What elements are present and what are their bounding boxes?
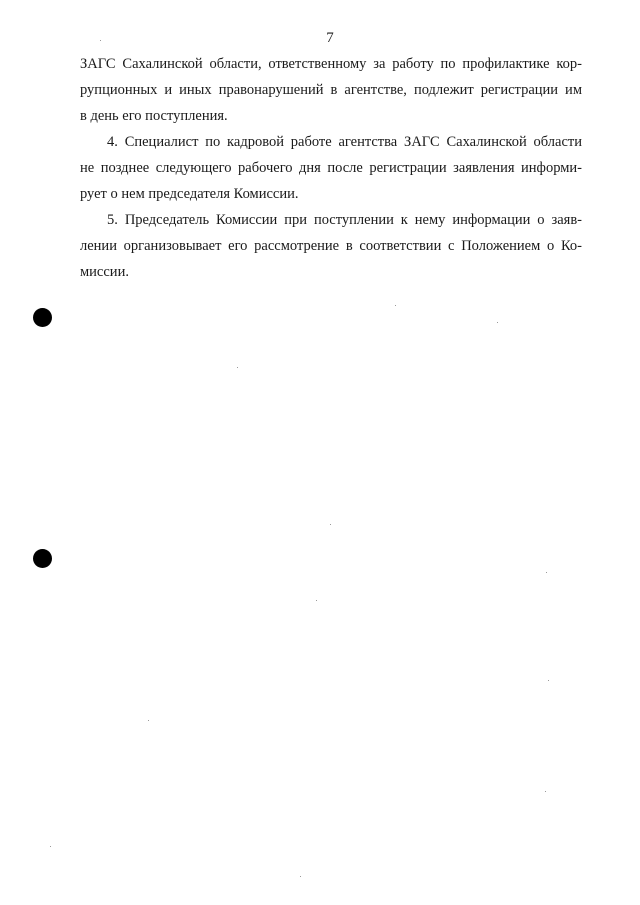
paragraph-line: лении организовывает его рассмотрение в соответствии с Положением о Ко-	[80, 238, 582, 254]
paragraph-line: 5. Председатель Комиссии при поступлении к нему информации о заяв-	[107, 212, 582, 228]
scan-speck	[300, 876, 301, 877]
paragraph-line: не позднее следующего рабочего дня после регистрации заявления информи-	[80, 160, 582, 176]
paragraph-line: в день его поступления.	[80, 108, 228, 124]
paragraph-line: рупционных и иных правонарушений в агентстве, подлежит регистрации им	[80, 82, 582, 98]
scan-speck	[545, 791, 546, 792]
scan-speck	[546, 572, 547, 573]
paragraph-line: ЗАГС Сахалинской области, ответственному за работу по профилактике кор-	[80, 56, 582, 72]
scan-speck	[395, 305, 396, 306]
scan-speck	[100, 40, 101, 41]
page-number: 7	[326, 30, 334, 46]
paragraph-line: миссии.	[80, 264, 129, 280]
paragraph-line: рует о нем председателя Комиссии.	[80, 186, 299, 202]
scan-speck	[148, 720, 149, 721]
scan-speck	[50, 846, 51, 847]
scan-speck	[548, 680, 549, 681]
scan-speck	[316, 600, 317, 601]
scan-speck	[330, 524, 331, 525]
paragraph-line: 4. Специалист по кадровой работе агентства ЗАГС Сахалинской области	[107, 134, 582, 150]
scan-speck	[497, 322, 498, 323]
punch-hole-bottom	[33, 549, 52, 568]
punch-hole-top	[33, 308, 52, 327]
scan-speck	[237, 367, 238, 368]
